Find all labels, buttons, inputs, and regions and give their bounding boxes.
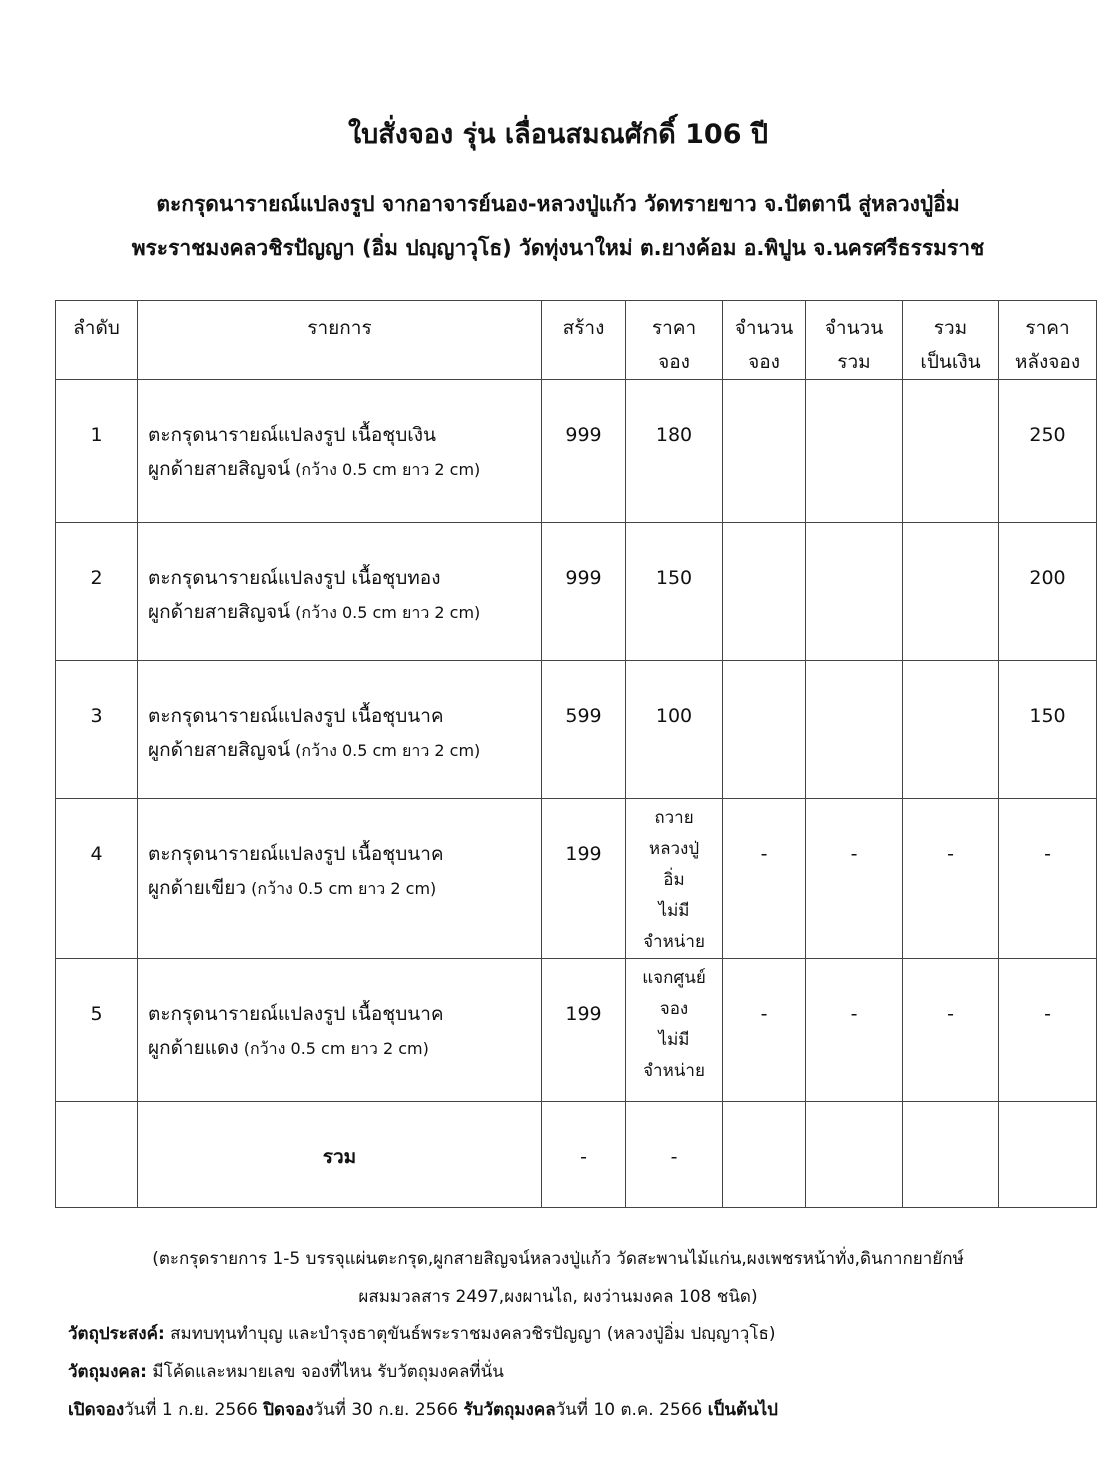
row-made: 999 xyxy=(542,380,626,523)
row-sum: - xyxy=(903,799,999,959)
subtitle-line-2: พระราชมงคลวชิรปัญญา (อิ่ม ปญฺญาวุโธ) วัดทุ่งนาใหม่ ต.ยางค้อม อ.พิปูน จ.นครศรีธรรมราช xyxy=(131,236,985,260)
row-item: ตะกรุดนารายณ์แปลงรูป เนื้อชุบนาค ผูกด้ายแดง (กว้าง 0.5 cm ยาว 2 cm) xyxy=(138,959,542,1102)
header-after-price: ราคา หลังจอง xyxy=(999,301,1097,380)
row-price: 180 xyxy=(626,380,723,523)
row-total-qty xyxy=(806,380,903,523)
table-row xyxy=(56,959,1097,1102)
row-total-qty: - xyxy=(806,799,903,959)
row-after-price: - xyxy=(999,799,1097,959)
row-order: 5 xyxy=(56,959,138,1102)
row-total-qty xyxy=(806,661,903,799)
row-price-note: ถวาย หลวงปู่ อิ่ม ไม่มี จำหน่าย xyxy=(626,799,723,959)
total-after xyxy=(999,1102,1097,1208)
total-row xyxy=(56,1102,1097,1208)
row-sum xyxy=(903,380,999,523)
total-label: รวม xyxy=(138,1102,542,1208)
total-total-qty xyxy=(806,1102,903,1208)
total-empty xyxy=(56,1102,138,1208)
header-order: ลำดับ xyxy=(56,301,138,380)
table-header-row xyxy=(56,301,1097,380)
row-after-price: 200 xyxy=(999,523,1097,661)
row-made: 199 xyxy=(542,799,626,959)
order-table xyxy=(55,300,1097,1208)
total-price: - xyxy=(626,1102,723,1208)
table-row xyxy=(56,380,1097,523)
page-title: ใบสั่งจอง รุ่น เลื่อนสมณศักดิ์ 106 ปี xyxy=(347,119,769,150)
purpose-line: วัตถุประสงค์: สมทบทุนทำบุญ และบำรุงธาตุขันธ์พระราชมงคลวชิรปัญญา (หลวงปู่อิ่ม ปญฺญาวุโธ) xyxy=(68,1324,776,1344)
total-sum xyxy=(903,1102,999,1208)
row-after-price: 150 xyxy=(999,661,1097,799)
row-item: ตะกรุดนารายณ์แปลงรูป เนื้อชุบเงิน ผูกด้ายสายสิญจน์ (กว้าง 0.5 cm ยาว 2 cm) xyxy=(138,380,542,523)
row-qty xyxy=(723,380,806,523)
row-price: 150 xyxy=(626,523,723,661)
table-row xyxy=(56,523,1097,661)
row-price: 100 xyxy=(626,661,723,799)
row-sum xyxy=(903,661,999,799)
total-made: - xyxy=(542,1102,626,1208)
row-made: 199 xyxy=(542,959,626,1102)
schedule-line: เปิดจองวันที่ 1 ก.ย. 2566 ปิดจองวันที่ 30 ก.ย. 2566 รับวัตถุมงคลวันที่ 10 ต.ค. 2566 เป็นต้นไป xyxy=(68,1400,778,1420)
row-order: 1 xyxy=(56,380,138,523)
note xyxy=(0,1240,1116,1316)
table-row xyxy=(56,799,1097,959)
total-qty xyxy=(723,1102,806,1208)
row-made: 599 xyxy=(542,661,626,799)
note-line-1: (ตะกรุดรายการ 1-5 บรรจุแผ่นตะกรุด,ผูกสายสิญจน์หลวงปู่แก้ว วัดสะพานไม้แก่น,ผงเพชรหน้าทั่ง,ดินกากยายักษ์ xyxy=(152,1249,964,1269)
row-price-note: แจกศูนย์ จอง ไม่มี จำหน่าย xyxy=(626,959,723,1102)
row-qty: - xyxy=(723,959,806,1102)
row-qty: - xyxy=(723,799,806,959)
row-made: 999 xyxy=(542,523,626,661)
row-item: ตะกรุดนารายณ์แปลงรูป เนื้อชุบนาค ผูกด้ายเขียว (กว้าง 0.5 cm ยาว 2 cm) xyxy=(138,799,542,959)
table-row xyxy=(56,661,1097,799)
row-qty xyxy=(723,661,806,799)
row-after-price: 250 xyxy=(999,380,1097,523)
subtitle-line-1: ตะกรุดนารายณ์แปลงรูป จากอาจารย์นอง-หลวงปู่แก้ว วัดทรายขาว จ.ปัตตานี สู่หลวงปู่อิ่ม xyxy=(156,192,960,216)
header-price: ราคา จอง xyxy=(626,301,723,380)
row-order: 3 xyxy=(56,661,138,799)
row-order: 2 xyxy=(56,523,138,661)
row-item: ตะกรุดนารายณ์แปลงรูป เนื้อชุบทอง ผูกด้ายสายสิญจน์ (กว้าง 0.5 cm ยาว 2 cm) xyxy=(138,523,542,661)
row-sum xyxy=(903,523,999,661)
row-total-qty xyxy=(806,523,903,661)
amulet-line: วัตถุมงคล: มีโค้ดและหมายเลข จองที่ไหน รับวัตถุมงคลที่นั่น xyxy=(68,1362,504,1382)
header-made: สร้าง xyxy=(542,301,626,380)
header-sum: รวม เป็นเงิน xyxy=(903,301,999,380)
note-line-2: ผสมมวลสาร 2497,ผงผานไถ, ผงว่านมงคล 108 ชนิด) xyxy=(358,1287,758,1307)
header-total-qty: จำนวน รวม xyxy=(806,301,903,380)
row-after-price: - xyxy=(999,959,1097,1102)
row-order: 4 xyxy=(56,799,138,959)
header-qty: จำนวน จอง xyxy=(723,301,806,380)
header-item: รายการ xyxy=(138,301,542,380)
row-item: ตะกรุดนารายณ์แปลงรูป เนื้อชุบนาค ผูกด้ายสายสิญจน์ (กว้าง 0.5 cm ยาว 2 cm) xyxy=(138,661,542,799)
row-qty xyxy=(723,523,806,661)
row-total-qty: - xyxy=(806,959,903,1102)
row-sum: - xyxy=(903,959,999,1102)
